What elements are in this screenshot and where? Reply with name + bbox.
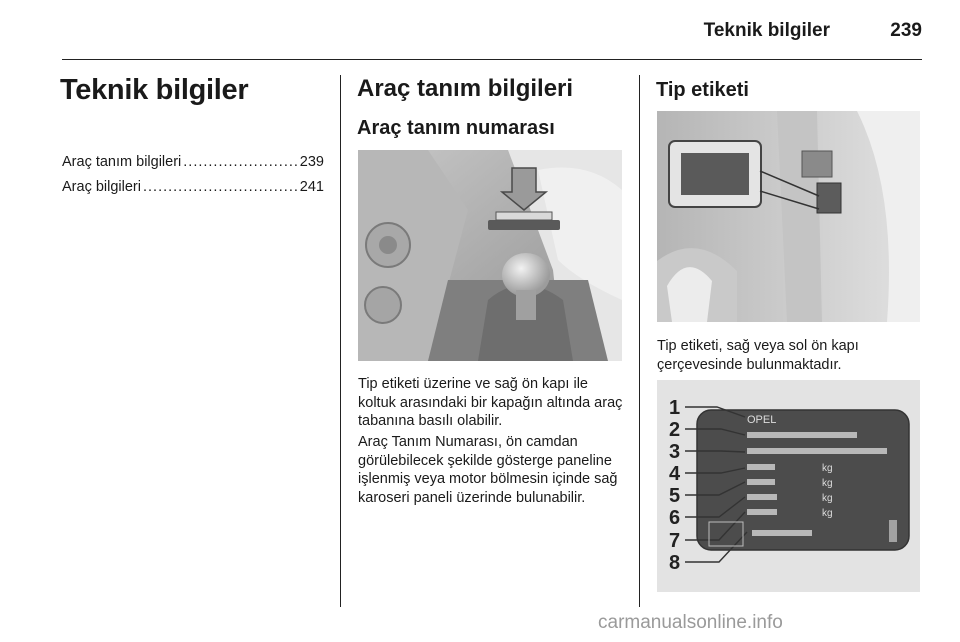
plate-brand: OPEL: [747, 414, 777, 426]
toc-entry-label: Araç bilgileri: [62, 179, 141, 195]
toc-entry[interactable]: [62, 175, 324, 200]
toc-entry-label: Araç tanım bilgileri: [62, 154, 182, 170]
toc-entry-page: 241: [299, 179, 324, 195]
toc-entry[interactable]: [62, 150, 324, 175]
column-divider: [340, 75, 341, 607]
section-title: Araç tanım bilgileri: [357, 75, 574, 102]
callout-number: 4: [669, 463, 681, 485]
callout-number: 5: [669, 485, 681, 507]
running-title: Teknik bilgiler: [703, 20, 830, 41]
column-divider: [639, 75, 640, 607]
type-label-title: Tip etiketi: [656, 79, 749, 101]
callout-number: 3: [669, 441, 681, 463]
plate-unit: kg: [822, 508, 833, 519]
plate-unit: kg: [822, 478, 833, 489]
callout-number: 6: [669, 507, 681, 529]
door-frame-figure: [657, 111, 920, 322]
subsection-title: Araç tanım numarası: [357, 117, 555, 139]
callout-number: 7: [669, 530, 681, 552]
table-of-contents: [62, 150, 324, 200]
plate-unit: kg: [822, 493, 833, 504]
vin-location-paragraph: Araç Tanım Numarası, ön camdan görülebilecek şekilde gösterge paneline işlenmiş veya motor bölmesin içinde sağ karoseri paneli üzerinde bulunabilir.: [358, 434, 618, 506]
type-label-caption: Tip etiketi, sağ veya sol ön kapı çerçevesinde bulunmaktadır.: [657, 338, 859, 373]
vin-location-paragraph: Tip etiketi üzerine ve sağ ön kapı ile koltuk arasındaki bir kapağın altında araç tabanına basılı olabilir.: [358, 376, 623, 429]
toc-leader-dots: [143, 175, 298, 200]
toc-leader-dots: [183, 150, 298, 175]
callout-number: 2: [669, 419, 681, 441]
type-plate-figure: [657, 380, 920, 592]
chapter-title: Teknik bilgiler: [60, 74, 249, 106]
toc-entry-page: 239: [299, 154, 324, 170]
watermark: carmanualsonline.info: [598, 612, 783, 633]
header-divider: [62, 59, 922, 60]
callout-number: 1: [669, 397, 681, 419]
page-number: 239: [890, 20, 922, 41]
callout-number: 8: [669, 552, 681, 574]
plate-unit: kg: [822, 463, 833, 474]
vin-location-figure: [358, 150, 622, 361]
